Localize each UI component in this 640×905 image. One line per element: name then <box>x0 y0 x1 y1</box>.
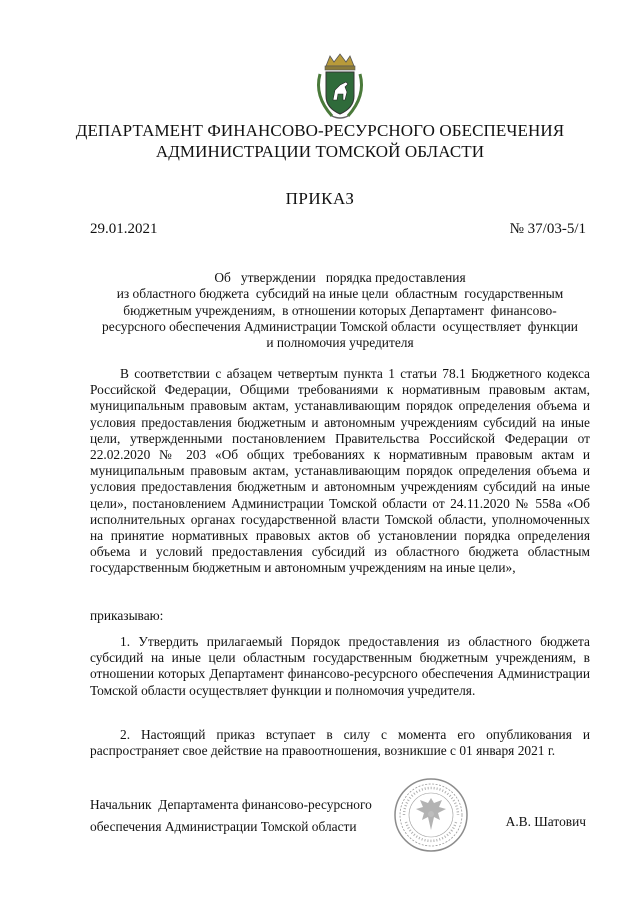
order-word: приказываю: <box>90 608 164 623</box>
subject-line: и полномочия учредителя <box>266 335 414 351</box>
document-subject <box>90 270 590 351</box>
signatory-name: А.В. Шатович <box>505 814 586 829</box>
signatory-title <box>90 794 372 838</box>
subject-line: бюджетным учреждениям, в отношении которых Департамент финансово- <box>123 302 557 318</box>
order-item-2: 2. Настоящий приказ вступает в силу с момента его опубликования и распространяет свое действие на правоотношения, возникшие с 01 января 2021 г. <box>90 727 590 759</box>
tomsk-coat-of-arms-icon <box>312 52 368 122</box>
subject-line: из областного бюджета субсидий на иные цели областным государственным <box>116 286 564 302</box>
document-number: № 37/03-5/1 <box>509 221 586 237</box>
preamble-paragraph: В соответствии с абзацем четвертым пункта 1 статьи 78.1 Бюджетного кодекса Российской Федерации, Общими требованиями к нормативным правовым актам, муниципальным правовым актам, устанавливающим порядок определения объема и условия предоставления бюджетным и автономным учреждениям субсидий на иные цели, утвержденными постановлением Правительства Российской Федерации от 22.02.2020 № 203 «Об общих требованиях к нормативным правовым актам и муниципальным правовым актам, устанавливающим порядок определения объема и условия предоставления бюджетным и автономным учреждениям субсидий на иные цели», постановлением Администрации Томской области от 24.11.2020 № 558а «Об исполнительных органах государственной власти Томской области, уполномоченных на принятие нормативных правовых актов об установлении порядка определения объема и условий предоставления субсидий из областного бюджета областным государственным бюджетным и автономным учреждениям на иные цели», <box>90 366 590 576</box>
order-item-1: 1. Утвердить прилагаемый Порядок предоставления из областного бюджета субсидий на иные цели областным государственным бюджетным учреждениям, в отношении которых Департамент финансово-ресурсного обеспечения Администрации Томской области осуществляет функции и полномочия учредителя. <box>90 634 590 698</box>
org-line-1: ДЕПАРТАМЕНТ ФИНАНСОВО-РЕСУРСНОГО ОБЕСПЕЧЕНИЯ <box>75 121 565 140</box>
subject-line: Об утверждении порядка предоставления <box>214 270 466 285</box>
organization-header <box>40 120 600 162</box>
org-line-2: АДМИНИСТРАЦИИ ТОМСКОЙ ОБЛАСТИ <box>155 142 485 161</box>
signatory-title-line-1: Начальник Департамента финансово-ресурсного <box>90 797 372 812</box>
state-seal-stamp-icon <box>392 776 470 854</box>
document-date: 29.01.2021 <box>90 221 158 237</box>
subject-line: ресурсного обеспечения Администрации Томской области осуществляет функции <box>102 318 578 334</box>
signatory-title-line-2: обеспечения Администрации Томской области <box>90 819 357 834</box>
document-type: ПРИКАЗ <box>285 189 355 208</box>
